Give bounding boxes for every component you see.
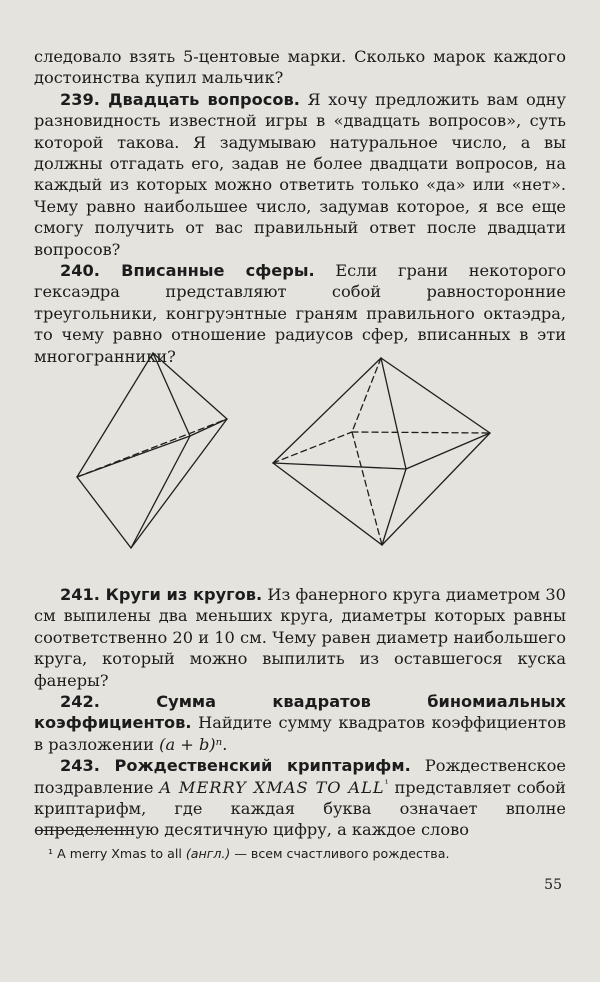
- footnote-lang: (англ.): [185, 846, 231, 861]
- problem-241: [34, 584, 566, 691]
- problem-243-title: 243. Рождественский криптарифм.: [60, 756, 411, 776]
- problem-243: [34, 755, 566, 841]
- problem-239-text: Я хочу предложить вам одну разновидность известной игры в «двадцать вопросов», суть которой такова. Я задумываю натуральное число, а вы должны отгадать его, задав не более двадцати вопросов, на каждый из которых можно ответить только «да» или «нет». Чему равно наибольшее число, задумав которое, я все еще смогу получить от вас правильный ответ после двадцати вопросов?: [34, 89, 566, 259]
- problem-241-text: Из фанерного круга диаметром 30 см выпилены два меньших круга, диаметры которых равны соответственно 20 и 10 см. Чему равен диаметр наибольшего круга, который можно выпилить из оставшегося куска фанеры?: [34, 585, 566, 690]
- footnote-reference[interactable]: ¹: [384, 778, 389, 790]
- page-number: 55: [544, 877, 562, 893]
- problem-242-text: Найдите сумму квадратов коэффициентов в разложении: [34, 713, 566, 754]
- problem-242: [34, 691, 566, 755]
- problem-242-title: 242. Сумма квадратов биномиальных коэффициентов.: [34, 692, 566, 733]
- octahedron-figure: [273, 358, 490, 545]
- problem-242-end: .: [222, 734, 228, 754]
- polyhedra-figures: [60, 340, 520, 560]
- footnote-phrase: A merry Xmas to all: [57, 846, 182, 861]
- footnote: [48, 845, 558, 863]
- problem-242-formula: (a + b)ⁿ: [159, 734, 223, 754]
- problem-238-end: следовало взять 5-центовые марки. Сколько марок каждого достоинства купил мальчик?: [34, 47, 566, 88]
- problem-243-text-before: Рождественское поздравление: [34, 756, 566, 797]
- problem-239: [34, 89, 566, 260]
- problem-240-title: 240. Вписанные сферы.: [60, 261, 315, 281]
- upper-text: [34, 46, 566, 367]
- hexahedron-figure: [77, 353, 227, 548]
- problem-240-text: Если грани некоторого гексаэдра представляют собой равносторонние треугольники, конгруэнтные граням правильного октаэдра, то чему равно отношение радиусов сфер, вписанных в эти многогранники?: [34, 261, 566, 366]
- problem-241-title: 241. Круги из кругов.: [60, 585, 263, 604]
- problem-243-phrase: A MERRY XMAS TO ALL: [159, 777, 385, 797]
- footnote-text: — всем счастливого рождества.: [234, 846, 450, 861]
- lower-text: [34, 584, 566, 841]
- problem-239-title: 239. Двадцать вопросов.: [60, 89, 300, 109]
- problem-243-text-after: представляет собой криптарифм, где каждая буква означает вполне определенную десятичную цифру, а каждое слово: [34, 777, 566, 840]
- footnote-divider: [36, 830, 126, 831]
- footnote-mark: ¹: [48, 846, 54, 861]
